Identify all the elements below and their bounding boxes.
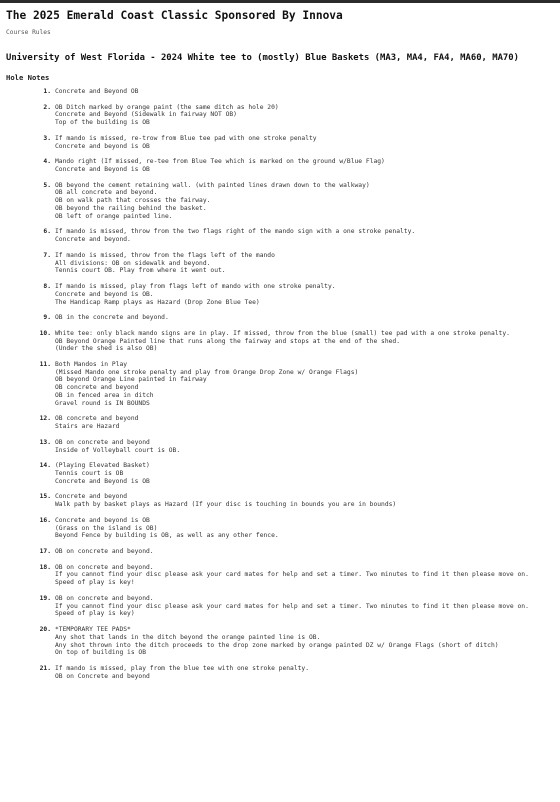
hole-note-item <box>6 252 554 275</box>
hole-note-text <box>55 595 554 618</box>
hole-number: 5. <box>43 181 51 189</box>
hole-note-line: OB beyond the railing behind the basket. <box>55 204 207 212</box>
hole-notes-list <box>6 88 554 681</box>
hole-number: 8. <box>43 282 51 290</box>
hole-note-item <box>6 462 554 485</box>
hole-number: 9. <box>43 314 51 322</box>
hole-note-item <box>6 104 554 127</box>
hole-note-line: OB on Concrete and beyond <box>55 672 150 680</box>
hole-note-item <box>6 135 554 151</box>
hole-note-line: Concrete and beyond <box>55 493 128 501</box>
hole-note-item <box>6 564 554 587</box>
hole-note-line: Tennis court OB. Play from where it went out. <box>55 267 226 275</box>
hole-note-line: Concrete and beyond is OB <box>55 516 150 524</box>
hole-note-text <box>55 361 554 408</box>
hole-note-line: Concrete and Beyond (Sidewalk in fairway NOT OB) <box>55 111 237 119</box>
hole-number: 1. <box>43 88 51 95</box>
hole-note-item <box>6 314 554 322</box>
hole-note-line: If mando is missed, re-trow from Blue tee pad with one stroke penalty <box>55 134 317 142</box>
hole-note-line: Any shot thrown into the ditch proceeds to the drop zone marked by orange painted DZ w/ Orange Flags (short of ditch) <box>55 641 499 649</box>
hole-note-text <box>55 462 554 485</box>
hole-note-line: OB on concrete and beyond <box>55 438 150 446</box>
hole-note-text <box>55 548 554 556</box>
hole-note-text <box>55 493 554 509</box>
hole-note-line: Any shot that lands in the ditch beyond the orange painted line is OB. <box>55 633 321 641</box>
hole-note-text <box>55 283 554 306</box>
hole-note-item <box>6 548 554 556</box>
hole-note-item <box>6 626 554 657</box>
document-page <box>0 9 560 681</box>
hole-note-item <box>6 283 554 306</box>
hole-note-line: OB in fenced area in ditch <box>55 392 154 400</box>
hole-number: 2. <box>43 103 51 111</box>
hole-note-text <box>55 439 554 455</box>
hole-note-line: Stairs are Hazard <box>55 423 120 431</box>
hole-note-item <box>6 330 554 353</box>
hole-note-line: Beyond Fence by building is OB, as well as any other fence. <box>55 532 279 540</box>
hole-note-line: Both Mandos in Play <box>55 360 128 368</box>
hole-note-text <box>55 182 554 221</box>
hole-note-item <box>6 182 554 221</box>
hole-note-item <box>6 158 554 174</box>
hole-note-text <box>55 158 554 174</box>
hole-note-line: (Playing Elevated Basket) <box>55 462 150 470</box>
hole-note-item <box>6 493 554 509</box>
hole-number: 20. <box>39 625 51 633</box>
hole-number: 7. <box>43 251 51 259</box>
hole-number: 6. <box>43 228 51 236</box>
hole-note-line: (Missed Mando one stroke penalty and play from Orange Drop Zone w/ Orange Flags) <box>55 368 359 376</box>
hole-note-text <box>55 135 554 151</box>
hole-note-line: OB concrete and beyond <box>55 384 139 392</box>
top-border <box>0 0 560 3</box>
hole-note-text <box>55 665 554 681</box>
hole-note-line: OB beyond Orange Line painted in fairway <box>55 376 207 384</box>
hole-note-text <box>55 88 554 96</box>
hole-note-line: Mando right (If missed, re-tee from Blue Tee which is marked on the ground w/Blue Flag) <box>55 158 385 166</box>
hole-number: 3. <box>43 134 51 142</box>
hole-note-line: Concrete and Beyond OB <box>55 88 139 95</box>
hole-note-line: OB in the concrete and beyond. <box>55 314 169 322</box>
hole-note-line: The Handicap Ramp plays as Hazard (Drop Zone Blue Tee) <box>55 298 260 306</box>
hole-note-line: Concrete and beyond is OB. <box>55 290 154 298</box>
hole-note-line: Tennis court is OB <box>55 470 124 478</box>
hole-note-line: OB beyond the cement retaining wall. (with painted lines drawn down to the walkway) <box>55 181 370 189</box>
hole-note-line: White tee: only black mando signs are in play. If missed, throw from the blue (small) tee pad with a one stroke penalty. <box>55 329 510 337</box>
hole-note-text <box>55 252 554 275</box>
hole-note-line: Inside of Volleyball court is OB. <box>55 446 181 454</box>
hole-note-line: (Grass on the island is OB) <box>55 524 158 532</box>
hole-note-line: If mando is missed, throw from the flags left of the mando <box>55 251 275 259</box>
hole-note-item <box>6 439 554 455</box>
hole-note-line: On top of building is OB <box>55 649 146 657</box>
hole-note-line: Top of the building is OB <box>55 119 150 127</box>
hole-note-line: OB on concrete and beyond. <box>55 548 154 556</box>
hole-note-item <box>6 415 554 431</box>
hole-note-item <box>6 88 554 96</box>
hole-number: 16. <box>39 516 51 524</box>
hole-note-line: Walk path by basket plays as Hazard (If your disc is touching in bounds you are in bounds) <box>55 501 397 509</box>
hole-note-line: OB on concrete and beyond. <box>55 594 154 602</box>
hole-number: 17. <box>39 548 51 556</box>
hole-number: 13. <box>39 438 51 446</box>
hole-note-line: Gravel round is IN BOUNDS <box>55 399 150 407</box>
hole-note-line: If mando is missed, play from flags left of mando with one stroke penalty. <box>55 282 336 290</box>
course-heading: University of West Florida - 2024 White tee to (mostly) Blue Baskets (MA3, MA4, FA4, MA60, MA70) <box>6 53 519 63</box>
document-title: The 2025 Emerald Coast Classic Sponsored By Innova <box>6 9 343 22</box>
hole-note-text <box>55 330 554 353</box>
hole-note-text <box>55 626 554 657</box>
hole-note-line: OB concrete and beyond <box>55 415 139 423</box>
hole-number: 10. <box>39 329 51 337</box>
hole-number: 15. <box>39 493 51 501</box>
hole-note-line: If mando is missed, play from the blue tee with one stroke penalty. <box>55 664 310 672</box>
hole-note-item <box>6 595 554 618</box>
hole-note-line: All divisions: OB on sidewalk and beyond. <box>55 259 211 267</box>
hole-note-item <box>6 228 554 244</box>
hole-note-text <box>55 104 554 127</box>
hole-note-line: OB all concrete and beyond. <box>55 189 158 197</box>
hole-number: 12. <box>39 415 51 423</box>
hole-note-line: Concrete and Beyond is OB <box>55 477 150 485</box>
hole-number: 11. <box>39 360 51 368</box>
hole-note-line: OB Beyond Orange Painted line that runs along the fairway and stops at the end of the shed. <box>55 337 400 345</box>
hole-note-text <box>55 314 554 322</box>
hole-number: 4. <box>43 158 51 166</box>
hole-note-line: (Under the shed is also OB) <box>55 345 158 353</box>
hole-number: 19. <box>39 594 51 602</box>
hole-note-line: OB on walk path that crosses the fairway. <box>55 197 211 205</box>
hole-note-line: OB on concrete and beyond. <box>55 563 154 571</box>
hole-note-line: Concrete and beyond. <box>55 236 131 244</box>
hole-note-line: If mando is missed, throw from the two flags right of the mando sign with a one stroke penalty. <box>55 228 416 236</box>
hole-note-line: Concrete and Beyond is OB <box>55 165 150 173</box>
hole-number: 18. <box>39 563 51 571</box>
hole-number: 21. <box>39 664 51 672</box>
hole-note-item <box>6 361 554 408</box>
hole-note-text <box>55 564 554 587</box>
section-heading: Hole Notes <box>6 73 50 82</box>
document-subtitle: Course Rules <box>6 29 51 36</box>
hole-note-line: OB Ditch marked by orange paint (the same ditch as hole 20) <box>55 103 279 111</box>
hole-note-text <box>55 517 554 540</box>
hole-note-text <box>55 228 554 244</box>
hole-note-line: If you cannot find your disc please ask your card mates for help and set a timer. Two minutes to find it then please move on. Speed of play is key! <box>55 571 533 587</box>
hole-note-item <box>6 665 554 681</box>
hole-note-line: *TEMPORARY TEE PADS* <box>55 625 131 633</box>
hole-number: 14. <box>39 462 51 470</box>
hole-note-item <box>6 517 554 540</box>
hole-note-text <box>55 415 554 431</box>
hole-note-line: If you cannot find your disc please ask your card mates for help and set a timer. Two minutes to find it then please move on. Speed of play is key) <box>55 602 533 618</box>
hole-note-line: Concrete and beyond is OB <box>55 142 150 150</box>
hole-note-line: OB left of orange painted line. <box>55 212 173 220</box>
